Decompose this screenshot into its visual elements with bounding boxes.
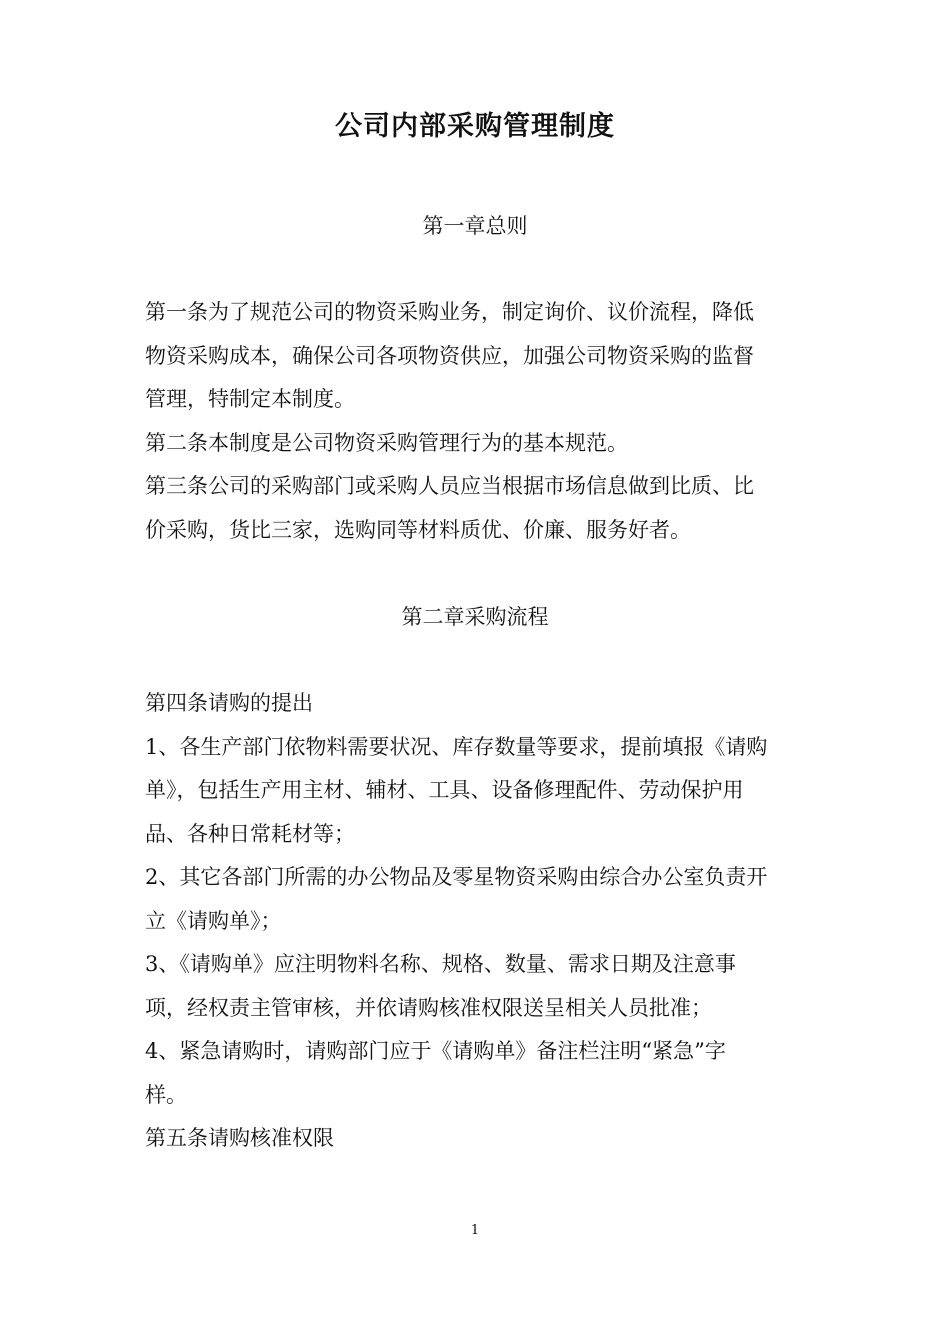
paragraph-line: 第四条请购的提出 bbox=[145, 691, 313, 715]
paragraph-line: 第二条本制度是公司物资采购管理行为的基本规范。 bbox=[145, 430, 628, 455]
paragraph-line: 1、各生产部门依物料需要状况、库存数量等要求，提前填报《请购 bbox=[145, 734, 768, 759]
paragraph-line: 4、紧急请购时，请购部门应于《请购单》备注栏注明“紧急”字 bbox=[145, 1039, 726, 1063]
paragraph-line: 物资采购成本，确保公司各项物资供应，加强公司物资采购的监督 bbox=[145, 343, 754, 368]
document-title: 公司内部采购管理制度 bbox=[335, 111, 615, 142]
paragraph-line: 项，经权责主管审核，并依请购核准权限送呈相关人员批准； bbox=[145, 995, 712, 1020]
paragraph-line: 样。 bbox=[145, 1082, 187, 1107]
paragraph-line: 第一条为了规范公司的物资采购业务，制定询价、议价流程，降低 bbox=[145, 300, 754, 324]
paragraph-line: 立《请购单》； bbox=[145, 908, 282, 933]
paragraph-line: 第三条公司的采购部门或采购人员应当根据市场信息做到比质、比 bbox=[145, 474, 754, 498]
chapter-2-body bbox=[145, 682, 810, 1161]
paragraph-line: 单》，包括生产用主材、辅材、工具、设备修理配件、劳动保护用 bbox=[145, 778, 744, 802]
paragraph-line: 品、各种日常耗材等； bbox=[145, 821, 355, 846]
chapter-1-body bbox=[145, 291, 810, 552]
paragraph-line: 管理，特制定本制度。 bbox=[145, 387, 355, 411]
chapter-heading-1: 第一章总则 bbox=[422, 214, 528, 238]
paragraph-line: 2、其它各部门所需的办公物品及零星物资采购由综合办公室负责开 bbox=[145, 865, 768, 889]
paragraph-line: 3、《请购单》应注明物料名称、规格、数量、需求日期及注意事 bbox=[145, 952, 736, 976]
page-number: 1 bbox=[470, 1223, 480, 1238]
chapter-heading-2: 第二章采购流程 bbox=[401, 605, 549, 629]
paragraph-line: 第五条请购核准权限 bbox=[145, 1126, 334, 1150]
paragraph-line: 价采购，货比三家，选购同等材料质优、价廉、服务好者。 bbox=[145, 517, 691, 542]
